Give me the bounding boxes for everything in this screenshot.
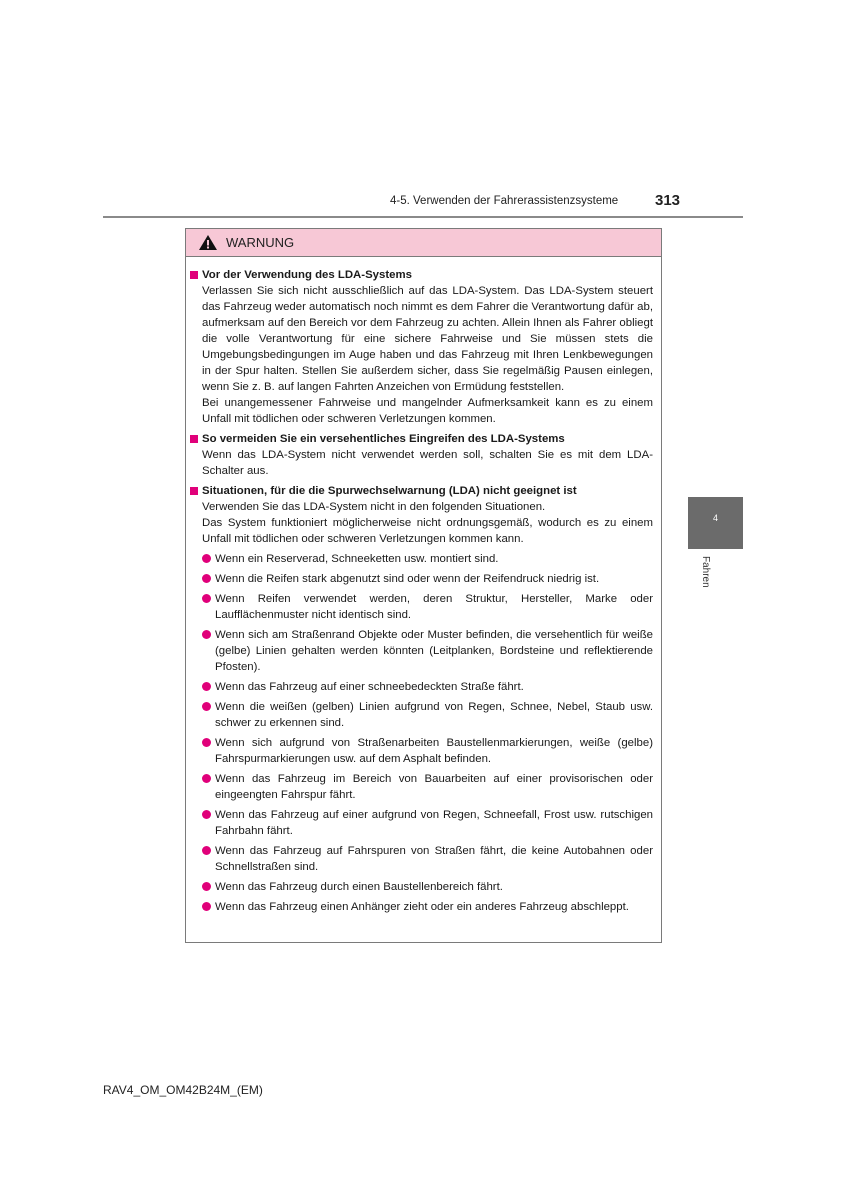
chapter-label: Fahren (700, 556, 711, 588)
bullet-dot-icon (202, 630, 211, 639)
bullet-dot-icon (202, 682, 211, 691)
paragraph: Verlassen Sie sich nicht ausschließlich auf das LDA-System. Das LDA-System steuert das Fahrzeug weder automatisch noch nimmt es dem Fahrer die Verantwortung dafür ab, aufmerksam auf den Bereich vor dem Fahrzeug zu achten. Allein Ihnen als Fahrer obliegt die volle Verantwortung für eine sichere Fahrweise und Sie müssen stets die Umgebungsbedingungen im Auge haben und das Fahrzeug mit Ihren Lenkbewegungen in der Spur halten. Stellen Sie außerdem sicher, dass Sie regelmäßig Pausen einlegen, wenn Sie z. B. auf langen Fahrten Anzeichen von Ermüdung feststellen. (202, 285, 653, 393)
warning-triangle-icon (198, 234, 218, 251)
bullet-dot-icon (202, 702, 211, 711)
bullet-dot-icon (202, 810, 211, 819)
bullet-dot-icon (202, 594, 211, 603)
list-item: Wenn Reifen verwendet werden, deren Struktur, Hersteller, Marke oder Laufflächenmuster nicht identisch sind. (202, 591, 653, 623)
situation-list (190, 551, 653, 915)
bullet-dot-icon (202, 738, 211, 747)
section-heading: Situationen, für die die Spurwechselwarnung (LDA) nicht geeignet ist (190, 483, 653, 499)
warning-label: WARNUNG (226, 235, 295, 250)
chapter-number: 4 (712, 513, 718, 523)
bullet-dot-icon (202, 902, 211, 911)
list-item: Wenn sich aufgrund von Straßenarbeiten Baustellenmarkierungen, weiße (gelbe) Fahrspurmarkierungen usw. auf dem Asphalt befinden. (202, 735, 653, 767)
bullet-dot-icon (202, 882, 211, 891)
bullet-dot-icon (202, 574, 211, 583)
list-item: Wenn das Fahrzeug durch einen Baustellenbereich fährt. (202, 879, 653, 895)
list-item: Wenn die Reifen stark abgenutzt sind oder wenn der Reifendruck niedrig ist. (202, 571, 653, 587)
chapter-tab[interactable] (688, 497, 743, 549)
list-item: Wenn sich am Straßenrand Objekte oder Muster befinden, die versehentlich für weiße (gelbe) Linien gehalten werden könnten (Leitplanken, Bordsteine und reflektierende Pfosten). (202, 627, 653, 675)
list-item: Wenn das Fahrzeug einen Anhänger zieht oder ein anderes Fahrzeug abschleppt. (202, 899, 653, 915)
warning-header (186, 229, 661, 257)
bullet-dot-icon (202, 554, 211, 563)
paragraph: Verwenden Sie das LDA-System nicht in den folgenden Situationen. (202, 501, 546, 513)
list-item: Wenn das Fahrzeug auf einer aufgrund von Regen, Schneefall, Frost usw. rutschigen Fahrbahn fährt. (202, 807, 653, 839)
square-bullet-icon (190, 435, 198, 443)
bullet-dot-icon (202, 846, 211, 855)
section-title: 4-5. Verwenden der Fahrerassistenzsysteme (390, 195, 619, 207)
section-heading: So vermeiden Sie ein versehentliches Eingreifen des LDA-Systems (190, 431, 653, 447)
warning-body (186, 257, 661, 915)
list-item: Wenn das Fahrzeug auf Fahrspuren von Straßen fährt, die keine Autobahnen oder Schnellstraßen sind. (202, 843, 653, 875)
square-bullet-icon (190, 487, 198, 495)
list-item: Wenn die weißen (gelben) Linien aufgrund von Regen, Schnee, Nebel, Staub usw. schwer zu erkennen sind. (202, 699, 653, 731)
paragraph: Das System funktioniert möglicherweise nicht ordnungsgemäß, wodurch es zu einem Unfall mit tödlichen oder schweren Verletzungen kommen kann. (202, 517, 653, 545)
bullet-dot-icon (202, 774, 211, 783)
section-heading: Vor der Verwendung des LDA-Systems (190, 267, 653, 283)
warning-box (185, 228, 662, 943)
header-divider (103, 216, 743, 218)
page-number: 313 (655, 192, 681, 209)
list-item: Wenn das Fahrzeug auf einer schneebedeckten Straße fährt. (202, 679, 653, 695)
list-item: Wenn ein Reserverad, Schneeketten usw. montiert sind. (202, 551, 653, 567)
list-item: Wenn das Fahrzeug im Bereich von Bauarbeiten auf einer provisorischen oder eingeengten Fahrspur fährt. (202, 771, 653, 803)
paragraph: Wenn das LDA-System nicht verwendet werden soll, schalten Sie es mit dem LDA-Schalter aus. (202, 449, 653, 477)
square-bullet-icon (190, 271, 198, 279)
paragraph: Bei unangemessener Fahrweise und mangelnder Aufmerksamkeit kann es zu einem Unfall mit tödlichen oder schweren Verletzungen kommen. (202, 397, 653, 425)
document-code: RAV4_OM_OM42B24M_(EM) (103, 1083, 263, 1097)
